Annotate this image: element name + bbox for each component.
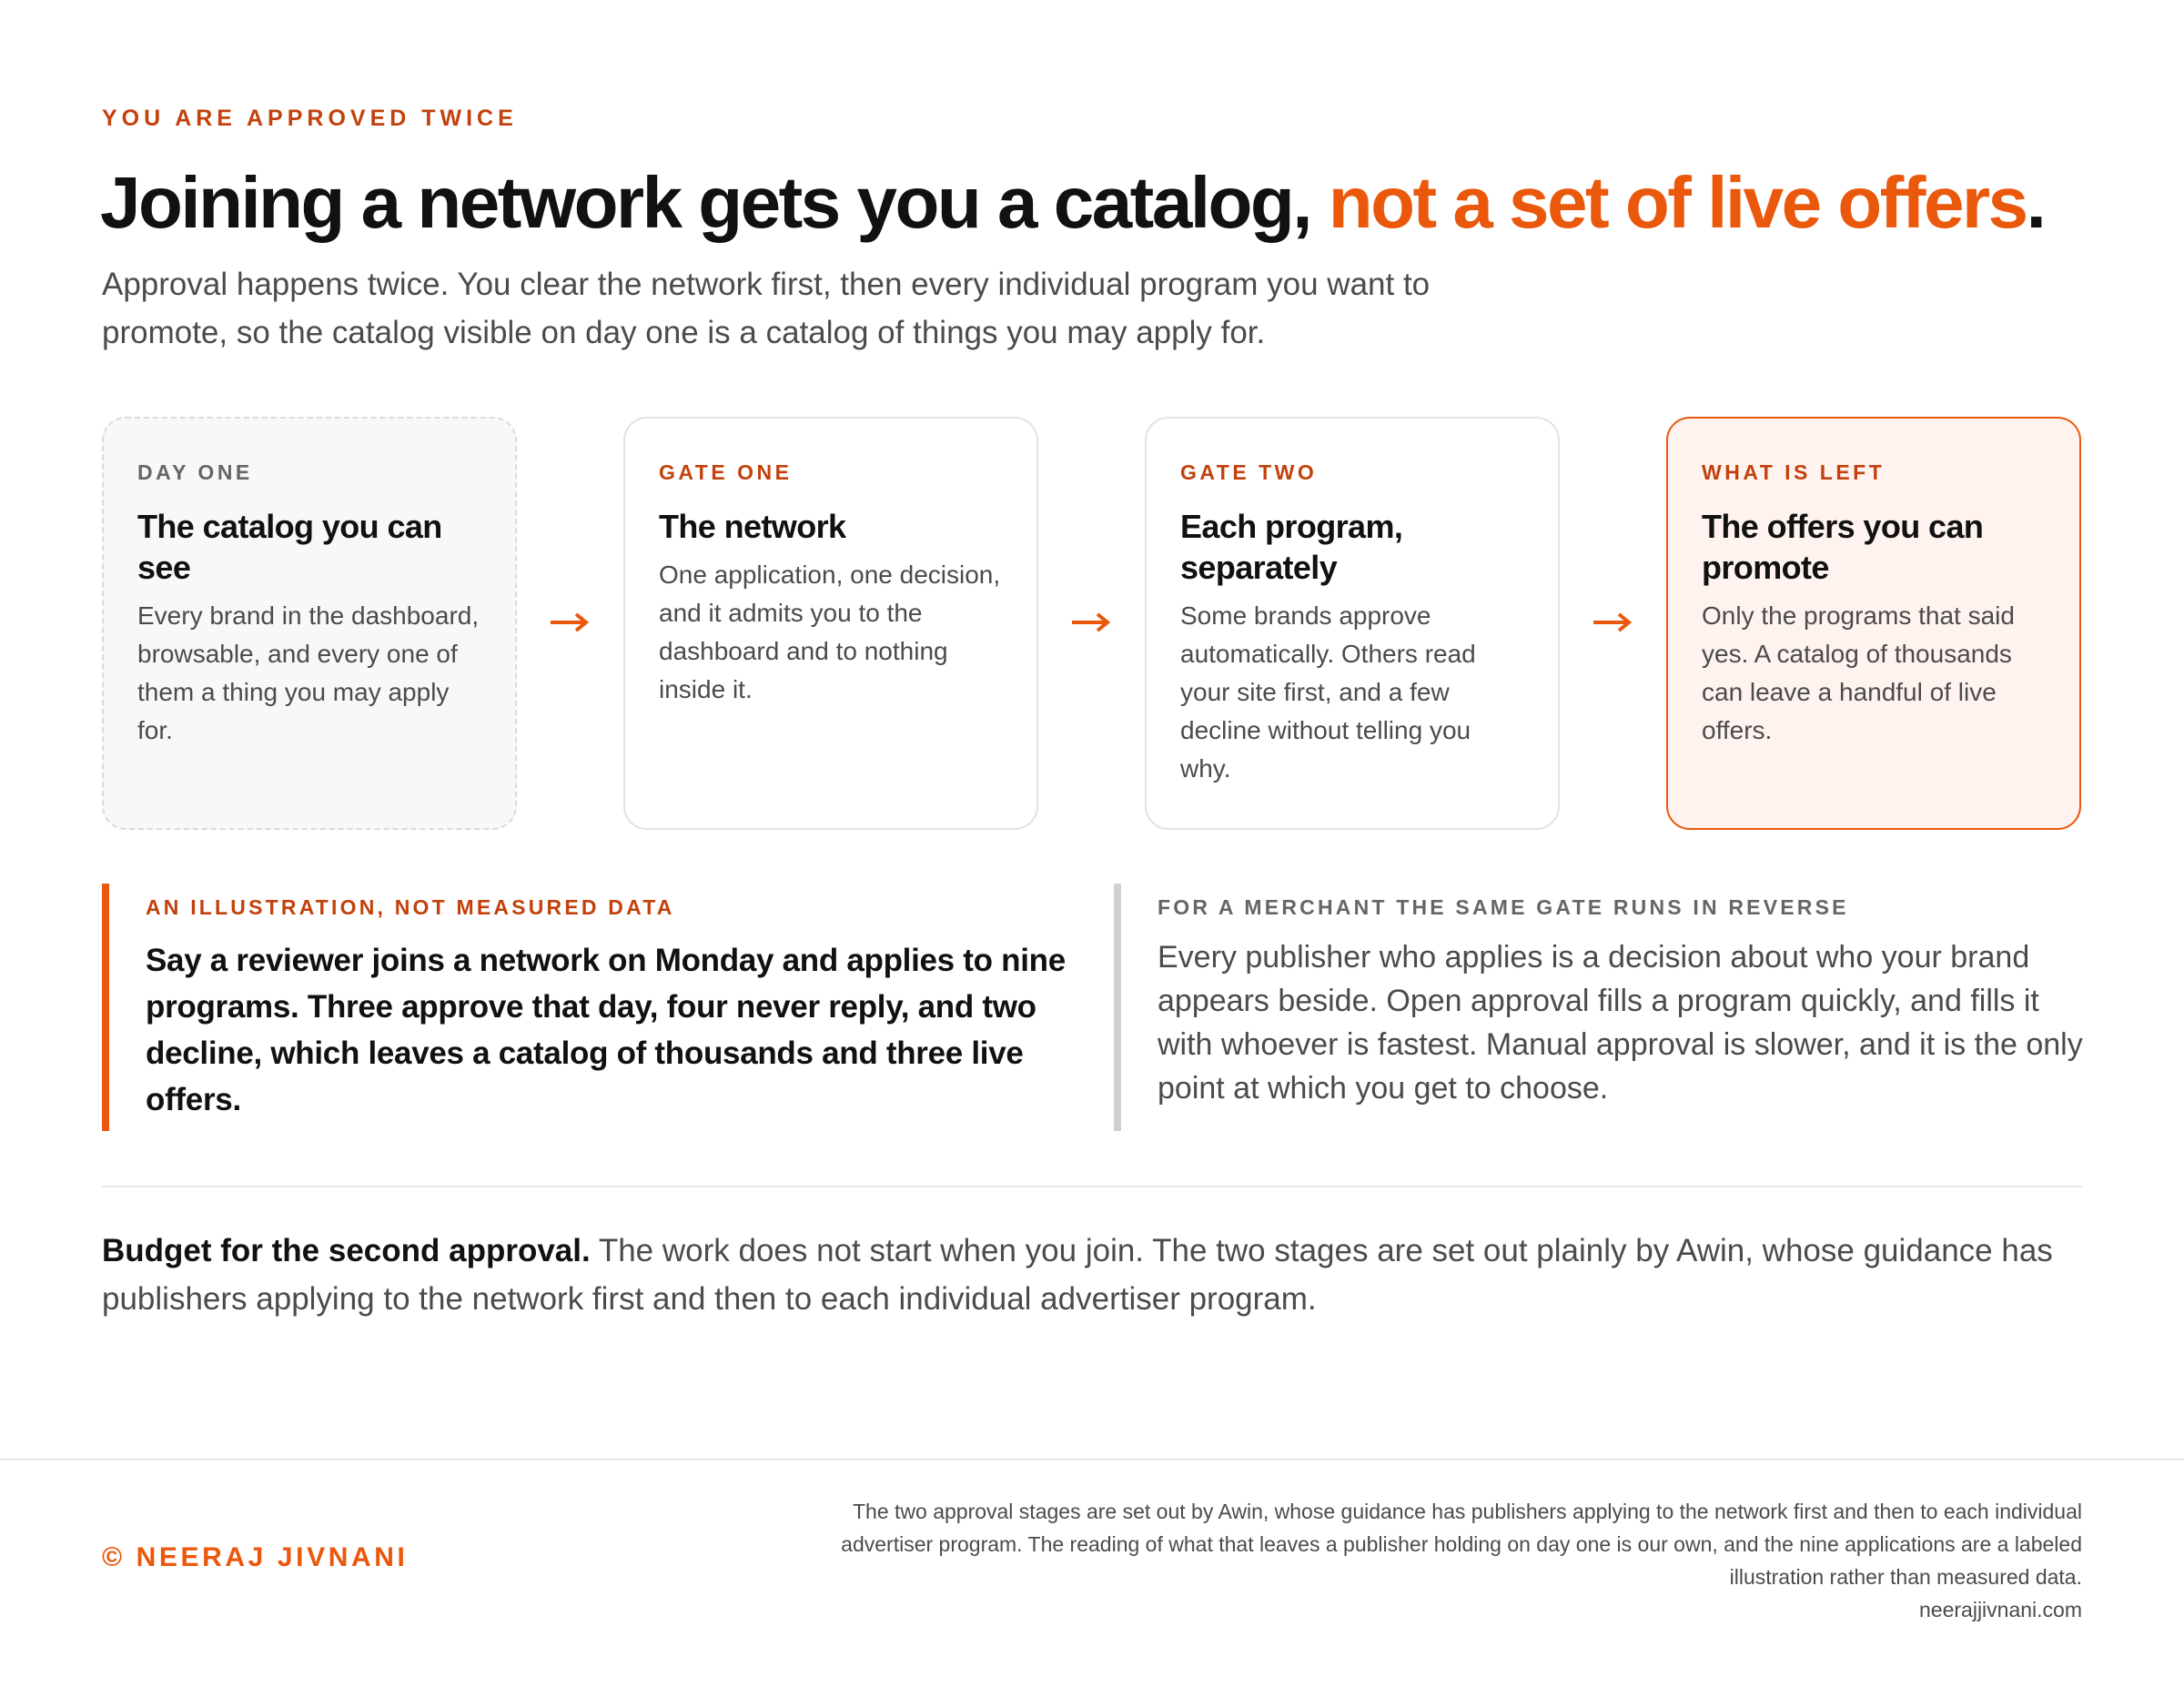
source-note-text: The two approval stages are set out by Awin, whose guidance has publishers applying to the network first and then to each individual advertiser program. The reading of what that leaves a publisher holding on day one is our own, and the nine applications are a labeled illustration rather than measured data. xyxy=(841,1500,2082,1589)
callout-label: AN ILLUSTRATION, NOT MEASURED DATA xyxy=(146,895,675,919)
headline-main: Joining a network gets you a catalog, xyxy=(100,162,1310,243)
right-arrow-icon xyxy=(1590,604,1635,641)
step-card-gate-one xyxy=(623,417,1038,830)
step-title: Each program, separately xyxy=(1180,508,1403,586)
step-card-what-is-left xyxy=(1666,417,2081,830)
step-body: Some brands approve automatically. Others read your site first, and a few decline without telling you why. xyxy=(1180,601,1476,783)
eyebrow: YOU ARE APPROVED TWICE xyxy=(102,106,518,131)
step-title: The offers you can promote xyxy=(1702,508,1984,586)
note-text: The work does not start when you join. The two stages are set out plainly by Awin, whose guidance has publishers applying to the network first and then to each individual advertiser program. xyxy=(102,1233,2053,1317)
copyright: © NEERAJ JIVNANI xyxy=(102,1542,409,1572)
headline-end: . xyxy=(2026,162,2045,243)
step-label: GATE TWO xyxy=(1180,460,1318,484)
note-lead: Budget for the second approval. xyxy=(102,1233,591,1268)
step-card-day-one xyxy=(102,417,517,830)
step-label: DAY ONE xyxy=(137,460,253,484)
right-arrow-icon xyxy=(1068,604,1114,641)
step-title: The network xyxy=(659,508,846,545)
callout-text: Every publisher who applies is a decision about who your brand appears beside. Open approval fills a program quickly, and fills it with whoever is fastest. Manual approval is slower, and it is the only point at which you get to choose. xyxy=(1158,940,2083,1106)
headline-accent: not a set of live offers xyxy=(1328,162,2027,243)
step-label: GATE ONE xyxy=(659,460,793,484)
callout-text: Say a reviewer joins a network on Monday and applies to nine programs. Three approve that day, four never reply, and two decline, which leaves a catalog of thousands and three live offers. xyxy=(146,943,1066,1117)
site-url: neerajjivnani.com xyxy=(1919,1598,2082,1621)
page-title xyxy=(100,153,2138,253)
illustration-callout xyxy=(102,884,1085,1131)
step-card-gate-two xyxy=(1145,417,1560,830)
step-body: Only the programs that said yes. A catalog of thousands can leave a handful of live offers. xyxy=(1702,601,2015,744)
step-title: The catalog you can see xyxy=(137,508,442,586)
footer-source-note xyxy=(808,1495,2082,1626)
merchant-callout xyxy=(1114,884,2088,1131)
right-arrow-icon xyxy=(547,604,592,641)
step-body: One application, one decision, and it admits you to the dashboard and to nothing inside it. xyxy=(659,561,1001,703)
footer-divider xyxy=(0,1459,2184,1460)
step-body: Every brand in the dashboard, browsable, and every one of them a thing you may apply for. xyxy=(137,601,480,744)
budget-note xyxy=(102,1227,2086,1323)
step-label: WHAT IS LEFT xyxy=(1702,460,1886,484)
subhead: Approval happens twice. You clear the network first, then every individual program you want to promote, so the catalog visible on day one is a catalog of things you may apply for. xyxy=(102,267,1431,350)
divider xyxy=(102,1186,2082,1187)
callout-label: FOR A MERCHANT THE SAME GATE RUNS IN REVERSE xyxy=(1158,895,1849,919)
